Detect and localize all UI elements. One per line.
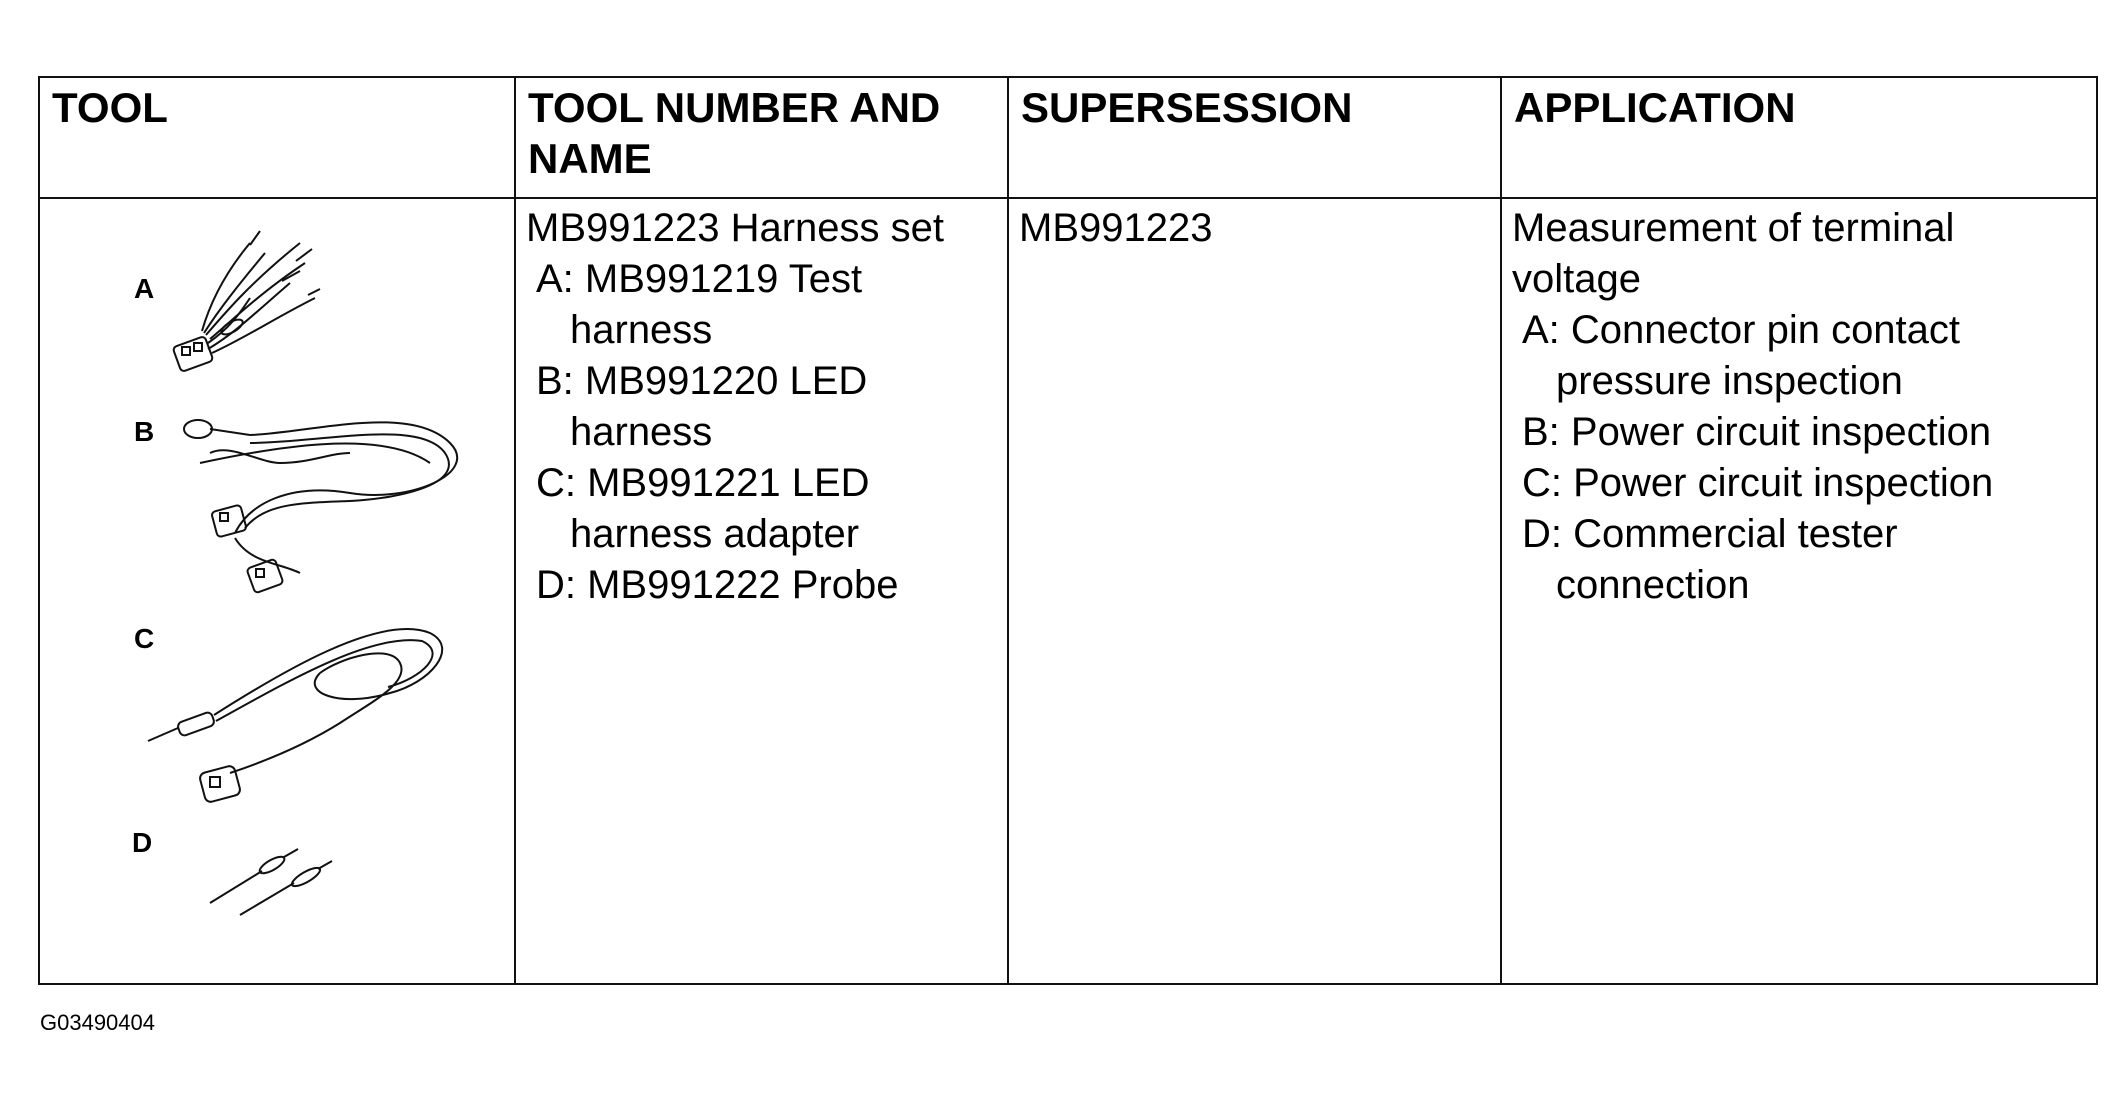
header-tool: TOOL [39, 77, 515, 198]
list-item: C: Power circuit inspection [1522, 461, 1994, 505]
tool-label-c: C [134, 623, 155, 654]
list-item: B: MB991220 LED harness [536, 359, 868, 454]
led-harness-adapter-icon [148, 629, 442, 803]
tool-table [38, 76, 2098, 985]
probe-icon [210, 849, 332, 915]
table-row [39, 198, 2097, 984]
list-item: A: MB991219 Test harness [536, 257, 863, 352]
application-cell [1501, 198, 2097, 984]
application-intro: Measurement of terminal voltage [1512, 206, 1955, 301]
tool-illustration [50, 203, 504, 983]
list-item: D: Commercial tester connection [1522, 512, 1898, 607]
header-tool-number-name: TOOL NUMBER AND NAME [515, 77, 1008, 198]
harness-set-name: MB991223 Harness set [526, 206, 945, 250]
header-supersession: SUPERSESSION [1008, 77, 1501, 198]
tool-label-d: D [132, 827, 153, 858]
tool-illustration-cell [39, 198, 515, 984]
list-item: A: Connector pin contact pressure inspection [1522, 308, 1961, 403]
tool-drawings [50, 203, 520, 983]
figure-id: G03490404 [40, 1010, 155, 1035]
header-row [39, 77, 2097, 198]
tool-label-b: B [134, 416, 155, 447]
list-item: B: Power circuit inspection [1522, 410, 1992, 454]
list-item: D: MB991222 Probe [536, 563, 899, 607]
list-item: C: MB991221 LED harness adapter [536, 461, 870, 556]
tool-label-a: A [134, 273, 155, 304]
tool-number-name-cell [515, 198, 1008, 984]
supersession-cell: MB991223 [1008, 198, 1501, 984]
led-harness-icon [184, 420, 457, 593]
header-application: APPLICATION [1501, 77, 2097, 198]
test-harness-icon [173, 231, 320, 372]
